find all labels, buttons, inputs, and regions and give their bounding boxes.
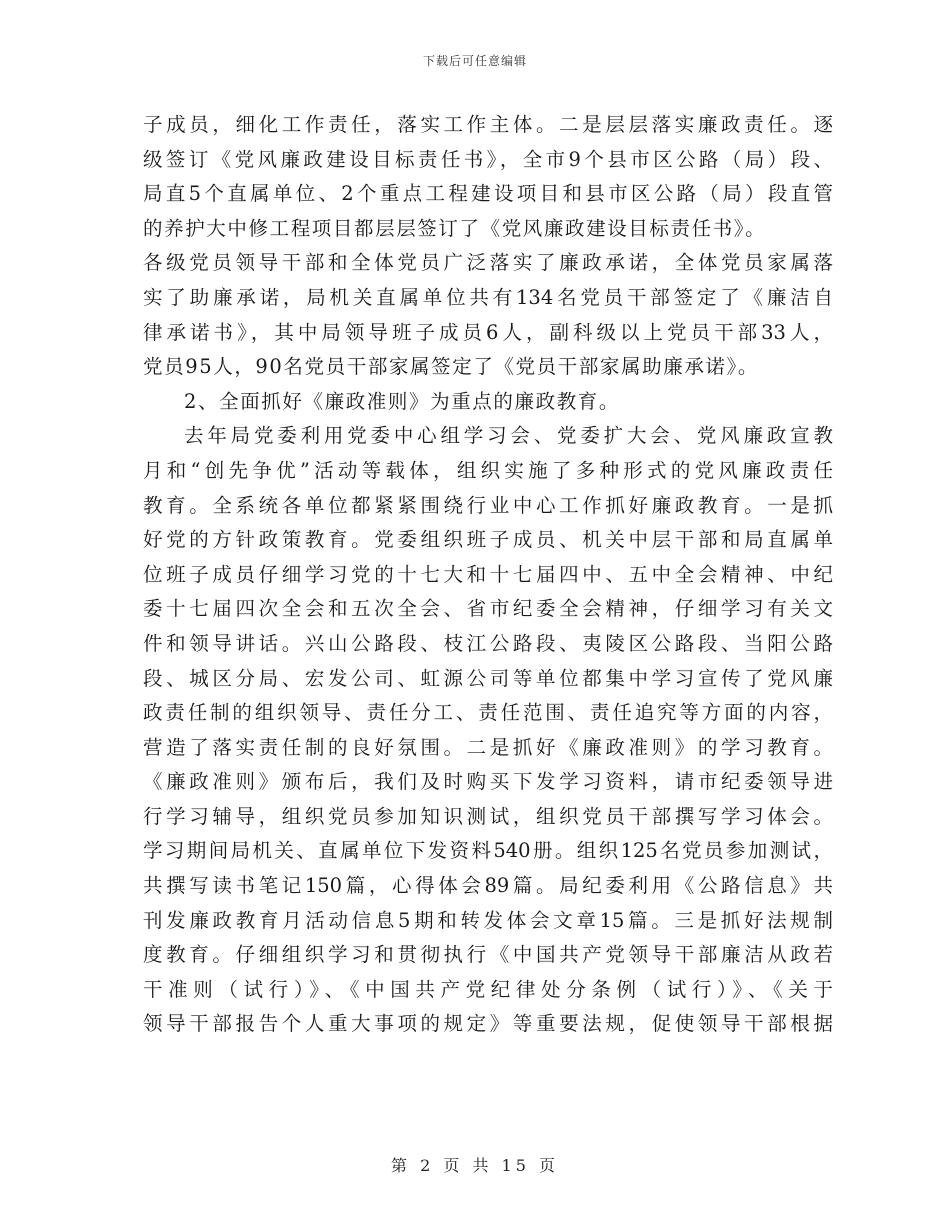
page-header: 下载后可任意编辑	[422, 54, 527, 68]
paragraph-line: 共撰写读书笔记150篇，心得体会89篇。局纪委利用《公路信息》共	[143, 874, 833, 898]
paragraph-line: 学习期间局机关、直属单位下发资料540册。组织125名党员参加测试，	[143, 839, 833, 863]
paragraph-line: 子成员，细化工作责任，落实工作主体。二是层层落实廉政责任。逐	[143, 113, 833, 136]
paragraph-line: 干准则（试行）》、《中国共产党纪律处分条例（试行）》、《关于	[143, 977, 833, 1001]
paragraph-line: 级签订《党风廉政建设目标责任书》，全市9个县市区公路（局）段、	[143, 147, 833, 171]
section-heading: 2、全面抓好《廉政准则》为重点的廉政教育。	[184, 389, 621, 413]
paragraph-line: 实了助廉承诺，局机关直属单位共有134名党员干部签定了《廉洁自	[143, 285, 833, 309]
paragraph-line: 局直5个直属单位、2个重点工程建设项目和县市区公路（局）段直管	[143, 182, 833, 206]
paragraph-line: 党员95人，90名党员干部家属签定了《党员干部家属助廉承诺》。	[143, 355, 759, 379]
document-body	[143, 108, 833, 1042]
paragraph-line: 委十七届四次全会和五次全会、省市纪委全会精神，仔细学习有关文	[143, 597, 833, 621]
paragraph-line: 位班子成员仔细学习党的十七大和十七届四中、五中全会精神、中纪	[143, 562, 833, 586]
paragraph-line: 营造了落实责任制的良好氛围。二是抓好《廉政准则》的学习教育。	[143, 735, 833, 759]
paragraph-line: 律承诺书》，其中局领导班子成员6人，副科级以上党员干部33人，	[143, 320, 833, 344]
paragraph-line: 件和领导讲话。兴山公路段、枝江公路段、夷陵区公路段、当阳公路	[143, 631, 833, 655]
paragraph-line: 的养护大中修工程项目都层层签订了《党风廉政建设目标责任书》。	[143, 216, 767, 240]
paragraph-line: 去年局党委利用党委中心组学习会、党委扩大会、党风廉政宣教	[184, 424, 833, 448]
paragraph-line: 行学习辅导，组织党员参加知识测试，组织党员干部撰写学习体会。	[143, 804, 833, 828]
paragraph-line: 好党的方针政策教育。党委组织班子成员、机关中层干部和局直属单	[143, 528, 833, 552]
paragraph-line: 刊发廉政教育月活动信息5期和转发体会文章15篇。三是抓好法规制	[143, 908, 833, 932]
paragraph-line: 政责任制的组织领导、责任分工、责任范围、责任追究等方面的内容，	[143, 701, 833, 725]
paragraph-line: 领导干部报告个人重大事项的规定》等重要法规，促使领导干部根据	[143, 1012, 833, 1036]
paragraph-line: 教育。全系统各单位都紧紧围绕行业中心工作抓好廉政教育。一是抓	[143, 493, 833, 517]
paragraph-line: 月和“创先争优”活动等载体，组织实施了多种形式的党风廉政责任	[143, 458, 833, 482]
paragraph-line: 段、城区分局、宏发公司、虹源公司等单位都集中学习宣传了党风廉	[143, 666, 833, 690]
paragraph-line: 《廉政准则》颁布后，我们及时购买下发学习资料，请市纪委领导进	[143, 770, 833, 794]
paragraph-line: 度教育。仔细组织学习和贯彻执行《中国共产党领导干部廉洁从政若	[143, 943, 833, 967]
page-footer: 第 2 页 共 15 页	[391, 1156, 559, 1175]
paragraph-line: 各级党员领导干部和全体党员广泛落实了廉政承诺，全体党员家属落	[143, 251, 833, 275]
